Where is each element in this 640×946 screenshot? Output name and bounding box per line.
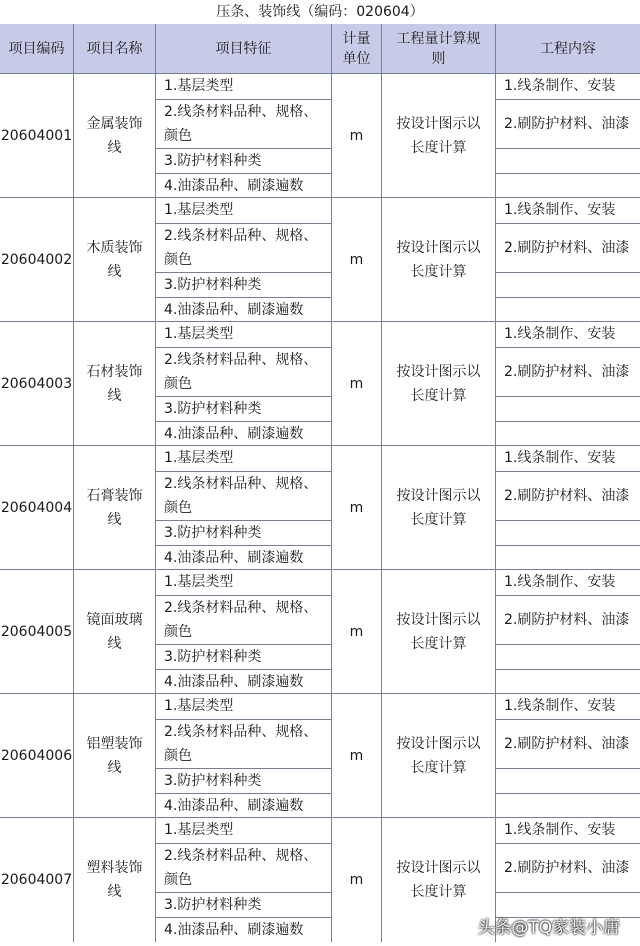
feature-item: 2.线条材料品种、规格、 颜色 [156, 843, 331, 892]
table-row [0, 693, 640, 817]
item-rule: 按设计图示以 长度计算 [396, 240, 481, 280]
content-item [496, 644, 640, 669]
content-cell [496, 570, 640, 694]
unit-cell [332, 570, 382, 694]
item-unit: m [349, 128, 364, 144]
item-rule: 按设计图示以 长度计算 [396, 612, 481, 652]
item-rule: 按设计图示以 长度计算 [396, 364, 481, 404]
header-name: 项目名称 [74, 24, 156, 73]
rule-cell [382, 322, 496, 446]
table-row [0, 445, 640, 569]
content-item: 1.线条制作、安装 [504, 698, 616, 714]
content-item: 2.刷防护材料、油漆 [496, 99, 640, 148]
name-cell [74, 198, 156, 322]
watermark: 头条@TQ家装小唐 [477, 918, 620, 938]
content-item: 2.刷防护材料、油漆 [496, 347, 640, 396]
item-rule: 按设计图示以 长度计算 [396, 488, 481, 528]
item-unit: m [349, 624, 364, 640]
content-item: 2.刷防护材料、油漆 [496, 719, 640, 768]
rule-cell [382, 694, 496, 818]
content-item [496, 793, 640, 818]
unit-cell [332, 694, 382, 818]
feature-item: 4.油漆品种、刷漆遍数 [156, 917, 331, 942]
content-item [496, 396, 640, 421]
feature-item: 3.防护材料种类 [156, 768, 331, 793]
rule-cell [382, 198, 496, 322]
header-code: 项目编码 [0, 24, 74, 73]
feature-item: 4.油漆品种、刷漆遍数 [156, 173, 331, 198]
item-unit: m [349, 500, 364, 516]
header-rule: 工程量计算规 则 [382, 24, 496, 73]
content-item [496, 545, 640, 570]
item-name: 木质装饰 线 [86, 240, 143, 280]
feature-item: 2.线条材料品种、规格、 颜色 [156, 595, 331, 644]
content-item: 1.线条制作、安装 [504, 202, 616, 218]
unit-cell [332, 446, 382, 570]
item-code: 20604003 [0, 376, 73, 392]
content-cell [496, 198, 640, 322]
item-code: 20604007 [0, 872, 73, 888]
item-unit: m [349, 748, 364, 764]
name-cell [74, 570, 156, 694]
content-item [496, 297, 640, 322]
content-item [496, 669, 640, 694]
feature-item: 1.基层类型 [164, 698, 234, 714]
item-name: 铝塑装饰 线 [86, 736, 143, 776]
feature-cell [156, 198, 332, 322]
name-cell [74, 694, 156, 818]
content-item: 2.刷防护材料、油漆 [496, 595, 640, 644]
content-item: 2.刷防护材料、油漆 [496, 843, 640, 892]
feature-item: 4.油漆品种、刷漆遍数 [156, 545, 331, 570]
table-row [0, 569, 640, 693]
header-content: 工程内容 [540, 40, 596, 57]
item-unit: m [349, 872, 364, 888]
table-header [0, 24, 640, 73]
item-code: 20604006 [0, 748, 73, 764]
code-cell [0, 446, 74, 570]
name-cell [74, 446, 156, 570]
item-name: 石膏装饰 线 [86, 488, 143, 528]
content-item: 1.线条制作、安装 [504, 326, 616, 342]
code-cell [0, 322, 74, 446]
unit-cell [332, 322, 382, 446]
name-cell [74, 322, 156, 446]
content-item: 2.刷防护材料、油漆 [496, 471, 640, 520]
name-cell [74, 74, 156, 198]
header-unit: 计量 单位 [332, 24, 382, 73]
content-cell [496, 694, 640, 818]
feature-item: 2.线条材料品种、规格、 颜色 [156, 99, 331, 148]
content-item: 1.线条制作、安装 [504, 78, 616, 94]
feature-item: 1.基层类型 [164, 822, 234, 838]
header-feature: 项目特征 [156, 24, 332, 73]
feature-item: 4.油漆品种、刷漆遍数 [156, 669, 331, 694]
feature-item: 1.基层类型 [164, 450, 234, 466]
content-item [496, 148, 640, 173]
item-unit: m [349, 252, 364, 268]
content-cell [496, 446, 640, 570]
code-cell [0, 74, 74, 198]
rule-cell [382, 74, 496, 198]
unit-cell [332, 74, 382, 198]
content-item: 1.线条制作、安装 [504, 574, 616, 590]
item-name: 石材装饰 线 [86, 364, 143, 404]
content-item: 1.线条制作、安装 [504, 450, 616, 466]
content-item [496, 421, 640, 446]
table-row [0, 321, 640, 445]
feature-cell [156, 322, 332, 446]
item-unit: m [349, 376, 364, 392]
content-item [496, 768, 640, 793]
rule-cell [382, 570, 496, 694]
table-title: 压条、装饰线（编码：020604） [0, 0, 640, 25]
feature-cell [156, 570, 332, 694]
content-item [496, 173, 640, 198]
feature-item: 3.防护材料种类 [156, 396, 331, 421]
item-rule: 按设计图示以 长度计算 [396, 736, 481, 776]
code-cell [0, 818, 74, 942]
feature-item: 3.防护材料种类 [156, 148, 331, 173]
feature-item: 1.基层类型 [164, 78, 234, 94]
name-cell [74, 818, 156, 942]
code-cell [0, 198, 74, 322]
content-cell [496, 74, 640, 198]
item-code: 20604002 [0, 252, 73, 268]
feature-item: 3.防护材料种类 [156, 644, 331, 669]
rule-cell [382, 446, 496, 570]
item-code: 20604005 [0, 624, 73, 640]
code-cell [0, 570, 74, 694]
feature-cell [156, 74, 332, 198]
content-item: 1.线条制作、安装 [504, 822, 616, 838]
item-rule: 按设计图示以 长度计算 [396, 116, 481, 156]
feature-item: 3.防护材料种类 [156, 520, 331, 545]
table-row [0, 73, 640, 197]
unit-cell [332, 818, 382, 942]
item-name: 塑料装饰 线 [86, 860, 143, 900]
feature-item: 1.基层类型 [164, 202, 234, 218]
feature-cell [156, 694, 332, 818]
item-rule: 按设计图示以 长度计算 [396, 860, 481, 900]
content-item [496, 520, 640, 545]
feature-item: 4.油漆品种、刷漆遍数 [156, 297, 331, 322]
feature-cell [156, 818, 332, 942]
feature-item: 2.线条材料品种、规格、 颜色 [156, 471, 331, 520]
content-item: 2.刷防护材料、油漆 [496, 223, 640, 272]
content-cell [496, 322, 640, 446]
unit-cell [332, 198, 382, 322]
feature-item: 4.油漆品种、刷漆遍数 [156, 793, 331, 818]
feature-item: 1.基层类型 [164, 574, 234, 590]
code-cell [0, 694, 74, 818]
feature-item: 3.防护材料种类 [156, 272, 331, 297]
item-code: 20604001 [0, 128, 73, 144]
feature-item: 1.基层类型 [164, 326, 234, 342]
feature-item: 2.线条材料品种、规格、 颜色 [156, 347, 331, 396]
table-row [0, 197, 640, 321]
feature-cell [156, 446, 332, 570]
feature-item: 2.线条材料品种、规格、 颜色 [156, 223, 331, 272]
feature-item: 4.油漆品种、刷漆遍数 [156, 421, 331, 446]
content-item [496, 272, 640, 297]
feature-item: 3.防护材料种类 [156, 892, 331, 917]
item-name: 金属装饰 线 [86, 116, 143, 156]
item-name: 镜面玻璃 线 [86, 612, 143, 652]
item-code: 20604004 [0, 500, 73, 516]
feature-item: 2.线条材料品种、规格、 颜色 [156, 719, 331, 768]
